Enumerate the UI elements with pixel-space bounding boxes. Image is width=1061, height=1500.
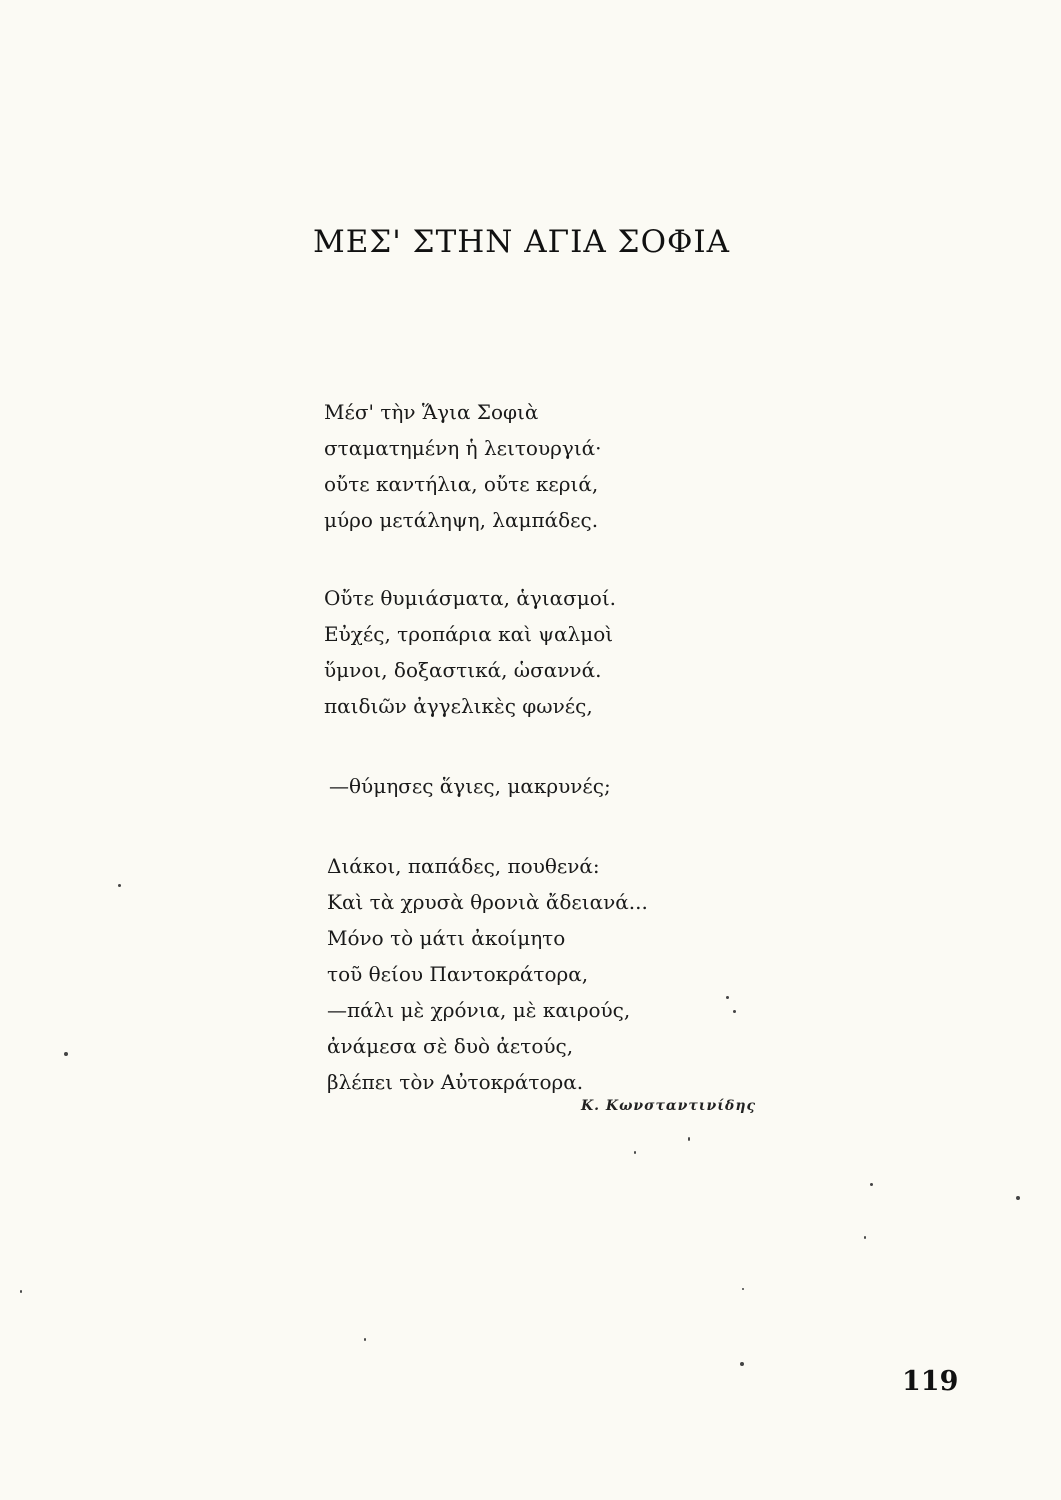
- poem-line: —πάλι μὲ χρόνια, μὲ καιρούς,: [327, 998, 631, 1022]
- poem-line: Μέσ' τὴν Ἅγια Σοφιὰ: [324, 400, 539, 424]
- poem-line: Καὶ τὰ χρυσὰ θρονιὰ ἄδειανά...: [327, 890, 648, 914]
- poem-line: βλέπει τὸν Αὐτοκράτορα.: [327, 1070, 584, 1094]
- scan-speck: [864, 1236, 866, 1239]
- scan-speck: [634, 1151, 636, 1154]
- stanza-2: [324, 580, 616, 724]
- scan-speck: [20, 1290, 22, 1293]
- author-signature: Κ. Κωνσταντινίδης: [581, 1098, 757, 1114]
- poem-line: ἀνάμεσα σὲ δυὸ ἀετούς,: [327, 1034, 574, 1058]
- poem-line: Εὐχές, τροπάρια καὶ ψαλμοὶ: [324, 622, 614, 646]
- poem-title: ΜΕΣ' ΣΤΗΝ ΑΓΙΑ ΣΟΦΙΑ: [313, 224, 731, 260]
- scan-speck: [726, 996, 729, 999]
- poem-line: τοῦ θείου Παντοκράτορα,: [327, 962, 589, 986]
- page-number: 119: [902, 1366, 959, 1397]
- stanza-4: [327, 848, 648, 1100]
- scan-speck: [688, 1137, 690, 1141]
- poem-line: Μόνο τὸ μάτι ἀκοίμητο: [327, 926, 566, 950]
- poem-line: Οὔτε θυμιάσματα, ἁγιασμοί.: [324, 586, 617, 610]
- poem-line: ὕμνοι, δοξαστικά, ὡσαννά.: [324, 658, 602, 682]
- scan-speck: [1016, 1196, 1020, 1200]
- scan-speck: [870, 1183, 873, 1186]
- scan-speck: [740, 1362, 744, 1366]
- scan-speck: [64, 1052, 68, 1056]
- stanza-3: [329, 768, 611, 804]
- stanza-1: [324, 394, 602, 538]
- poem-line: Διάκοι, παπάδες, πουθενά:: [327, 854, 600, 878]
- poem-line: οὔτε καντήλια, οὔτε κεριά,: [324, 472, 599, 496]
- scan-speck: [733, 1010, 736, 1013]
- poem-line: μύρο μετάληψη, λαμπάδες.: [324, 508, 599, 532]
- poem-line: σταματημένη ἡ λειτουργιά·: [324, 436, 602, 460]
- poem-line: παιδιῶν ἀγγελικὲς φωνές,: [324, 694, 593, 718]
- scan-speck: [118, 884, 121, 887]
- scan-speck: [364, 1338, 366, 1341]
- scan-speck: [742, 1288, 744, 1290]
- poem-line: —θύμησες ἅγιες, μακρυνές;: [329, 774, 611, 798]
